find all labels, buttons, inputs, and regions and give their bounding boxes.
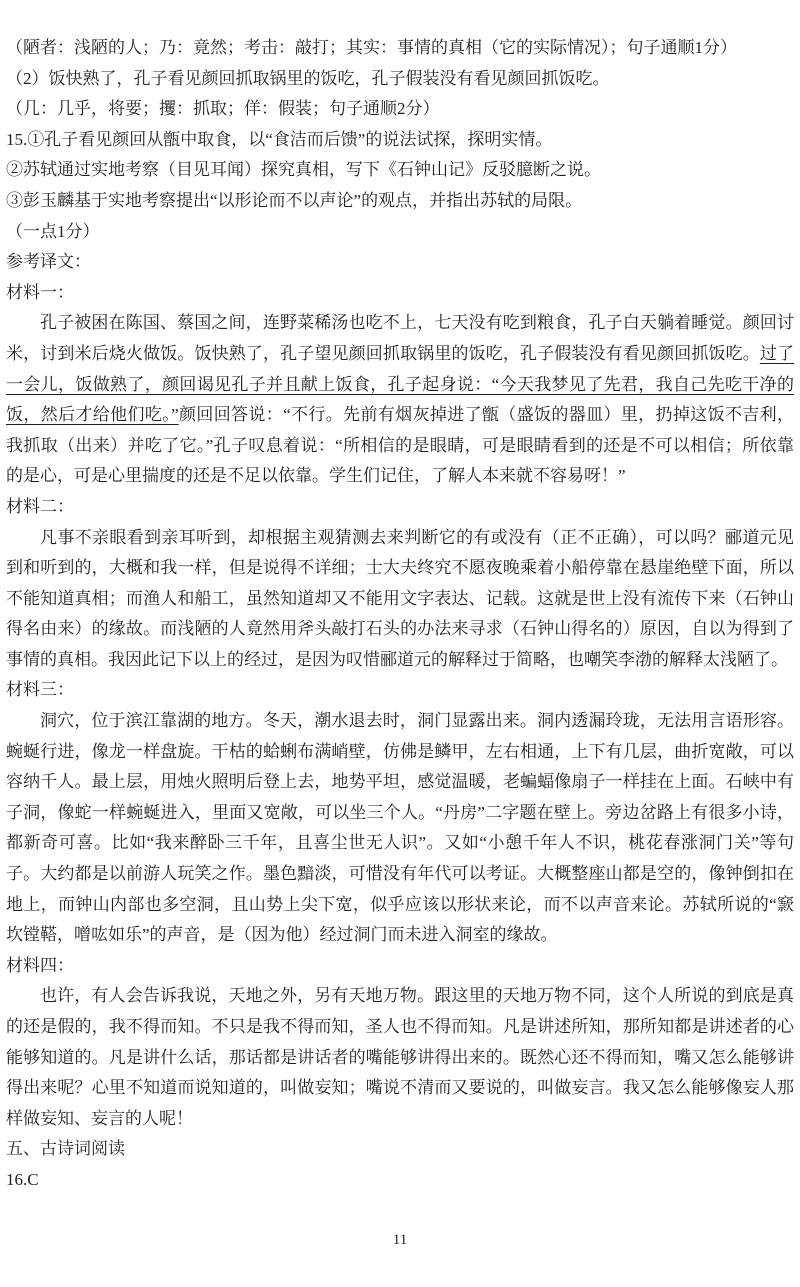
text-segment: 材料二： <box>6 496 74 516</box>
text-segment: 16.C <box>6 1169 39 1189</box>
material-3-heading <box>6 675 794 706</box>
text-segment: 也许，有人会告诉我说，天地之外，另有天地万物。跟这里的天地万物不同，这个人所说的到底是真的还是假的，我不得而知。不只是我不得而知，圣人也不得而知。凡是讲述所知，那所知都是讲述者的心能够知道的。凡是讲什么话，那话都是讲话者的嘴能够讲得出来的。既然心还不得而知，嘴又怎么能够讲得出来呢？心里不知道而说知道的，叫做妄知；嘴说不清而又要说的，叫做妄言。我又怎么能够像妄人那样做妄知、妄言的人呢！ <box>6 986 794 1128</box>
answer-14-2 <box>6 64 794 95</box>
material-3-translation <box>6 706 794 951</box>
answer-15-point-3 <box>6 186 794 217</box>
gloss-note-14-2 <box>6 94 794 125</box>
material-2-heading <box>6 492 794 523</box>
text-segment: 材料一： <box>6 282 74 302</box>
material-2-translation <box>6 523 794 676</box>
answer-15-point-1 <box>6 125 794 156</box>
material-1-translation <box>6 308 794 492</box>
page-number: 11 <box>392 1232 408 1248</box>
material-1-heading <box>6 278 794 309</box>
text-segment: （2）饭快熟了，孔子看见颜回抓取锅里的饭吃，孔子假装没有看见颜回抓饭吃。 <box>6 68 610 88</box>
text-segment: 洞穴，位于滨江靠湖的地方。冬天，潮水退去时，洞门显露出来。洞内透漏玲珑，无法用言语形容。蜿蜒行进，像龙一样盘旋。干枯的蛤蜊布满峭壁，仿佛是鳞甲，左右相通，上下有几层，曲折宽敞，可以容纳千人。最上层，用烛火照明后登上去，地势平坦，感觉温暖，老蝙蝠像扇子一样挂在上面。石峡中有子洞，像蛇一样蜿蜒进入，里面又宽敞，可以坐三个人。“丹房”二字题在壁上。旁边岔路上有很多小诗，都新奇可喜。比如“我来醉卧三千年，且喜尘世无人识”。又如“小憩千年人不识，桃花春涨洞门关”等句子。大约都是以前游人玩笑之作。墨色黯淡，可惜没有年代可以考证。大概整座山都是空的，像钟倒扣在地上，而钟山内部也多空洞，且山势上尖下宽，似乎应该以形状来论，而不以声音来论。苏轼所说的“窾坎镗鞳，噌吰如乐”的声音，是（因为他）经过洞门而未进入洞室的缘故。 <box>6 711 794 945</box>
text-segment: 孔子被困在陈国、蔡国之间，连野菜稀汤也吃不上，七天没有吃到粮食，孔子白天躺着睡觉。颜回讨米，讨到米后烧火做饭。饭快熟了，孔子望见颜回抓取锅里的饭吃，孔子假装没有看见颜回抓饭吃。 <box>6 313 794 363</box>
material-4-heading <box>6 951 794 982</box>
text-segment: 参考译文： <box>6 252 91 272</box>
text-segment: 材料四： <box>6 955 74 975</box>
text-segment: 15.①孔子看见颜回从甑中取食，以“食洁而后馈”的说法试探，探明实情。 <box>6 129 553 149</box>
text-segment: （陋者：浅陋的人；乃：竟然；考击：敲打；其实：事情的真相（它的实际情况）；句子通顺1分） <box>6 38 737 57</box>
answer-16 <box>6 1165 794 1196</box>
text-segment: 材料三： <box>6 680 74 700</box>
text-segment: ③彭玉麟基于实地考察提出“以形论而不以声论”的观点，并指出苏轼的局限。 <box>6 190 583 210</box>
gloss-note-14-1 <box>6 33 794 64</box>
text-segment: ②苏轼通过实地考察（目见耳闻）探究真相，写下《石钟山记》反驳臆断之说。 <box>6 160 601 180</box>
answer-15-point-2 <box>6 155 794 186</box>
underlined-text-segment: 过了一会儿，饭做熟了，颜回谒见孔子并且献上饭食，孔子起身说：“今天我梦见了先君，我自己先吃干净的饭，然后才给他们吃。” <box>6 343 795 425</box>
text-segment: 颜回回答说：“不行。先前有烟灰掉进了甑（盛饭的器皿）里，扔掉这饭不吉利，我抓取（出来）并吃了它。”孔子叹息着说：“所相信的是眼睛，可是眼睛看到的还是不可以相信；所依靠的是心，可是心里揣度的还是不足以依靠。学生们记住，了解人本来就不容易呀！” <box>6 405 795 486</box>
text-segment: 五、古诗词阅读 <box>6 1139 125 1159</box>
section-5-heading <box>6 1134 794 1165</box>
text-segment: （几：几乎，将要；攫：抓取；佯：假装；句子通顺2分） <box>6 99 440 119</box>
text-segment: （一点1分） <box>6 221 100 241</box>
text-segment: 凡事不亲眼看到亲耳听到，却根据主观猜测去来判断它的有或没有（正不正确），可以吗？郦道元见到和听到的，大概和我一样，但是说得不详细；士大夫终究不愿夜晚乘着小船停靠在悬崖绝壁下面，所以不能知道真相；而渔人和船工，虽然知道却又不能用文字表达、记载。这就是世上没有流传下来（石钟山得名由来）的缘故。而浅陋的人竟然用斧头敲打石头的办法来寻求（石钟山得名的）原因，自以为得到了事情的真相。我因此记下以上的经过，是因为叹惜郦道元的解释过于简略，也嘲笑李渤的解释太浅陋了。 <box>6 527 794 669</box>
scoring-note <box>6 217 794 248</box>
material-4-translation <box>6 981 794 1134</box>
reference-translation-heading <box>6 247 794 278</box>
